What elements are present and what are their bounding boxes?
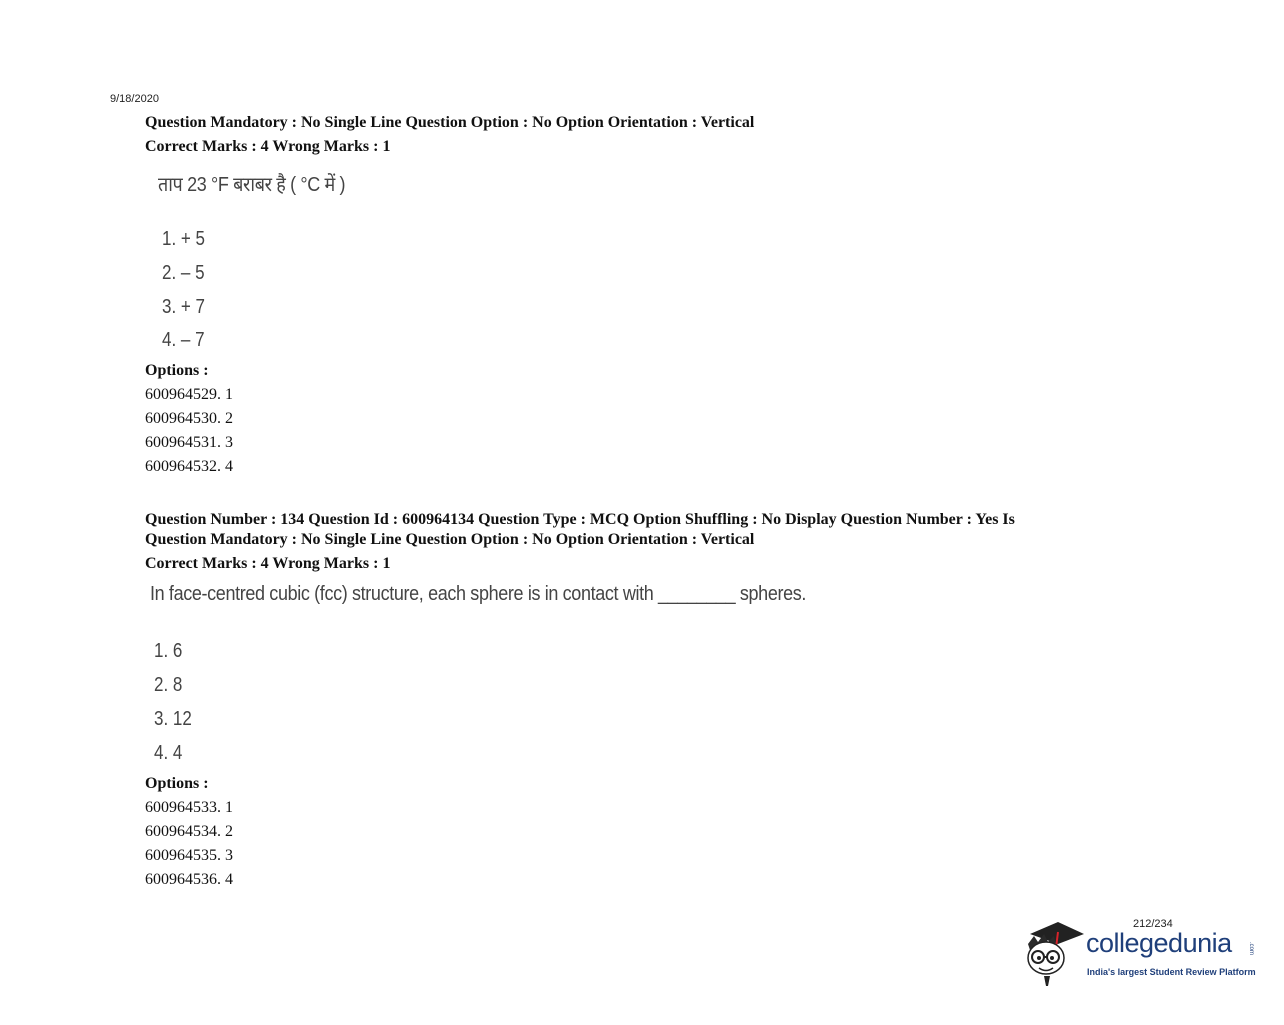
question-marks: Correct Marks : 4 Wrong Marks : 1 — [145, 555, 391, 572]
print-date: 9/18/2020 — [110, 93, 159, 105]
question-stem: ताप 23 °F बराबर है ( °C में ) — [158, 174, 346, 196]
answer-choice: 1. 6 — [154, 640, 183, 662]
logo-domain: .com — [1248, 942, 1254, 956]
answer-choice: 3. 12 — [154, 708, 192, 730]
answer-choice: 3. + 7 — [162, 296, 206, 318]
question-meta: Question Mandatory : No Single Line Question Option : No Option Orientation : Vertical — [145, 114, 755, 131]
answer-choice: 4. 4 — [154, 742, 183, 764]
answer-choice: 2. 8 — [154, 674, 183, 696]
page-number: 212/234 — [1133, 918, 1173, 930]
option-id: 600964532. 4 — [145, 458, 233, 475]
option-id: 600964535. 3 — [145, 847, 233, 864]
mascot-icon — [1022, 918, 1086, 990]
option-id: 600964529. 1 — [145, 386, 233, 403]
brand-logo — [1022, 918, 1262, 990]
option-id: 600964531. 3 — [145, 434, 233, 451]
logo-tagline: India's largest Student Review Platform — [1087, 967, 1256, 977]
options-heading: Options : — [145, 775, 209, 792]
option-id: 600964536. 4 — [145, 871, 233, 888]
answer-choice: 2. – 5 — [162, 262, 205, 284]
question-meta: Question Mandatory : No Single Line Question Option : No Option Orientation : Vertical — [145, 531, 755, 548]
question-stem: In face-centred cubic (fcc) structure, each sphere is in contact with ________ spheres. — [150, 583, 807, 605]
option-id: 600964533. 1 — [145, 799, 233, 816]
question-marks: Correct Marks : 4 Wrong Marks : 1 — [145, 138, 391, 155]
option-id: 600964530. 2 — [145, 410, 233, 427]
answer-choice: 1. + 5 — [162, 228, 206, 250]
question-meta: Question Number : 134 Question Id : 600964134 Question Type : MCQ Option Shuffling : No Display Question Number : Yes Is — [145, 511, 1015, 528]
option-id: 600964534. 2 — [145, 823, 233, 840]
options-heading: Options : — [145, 362, 209, 379]
answer-choice: 4. – 7 — [162, 329, 205, 351]
logo-wordmark: collegedunia — [1086, 928, 1232, 958]
